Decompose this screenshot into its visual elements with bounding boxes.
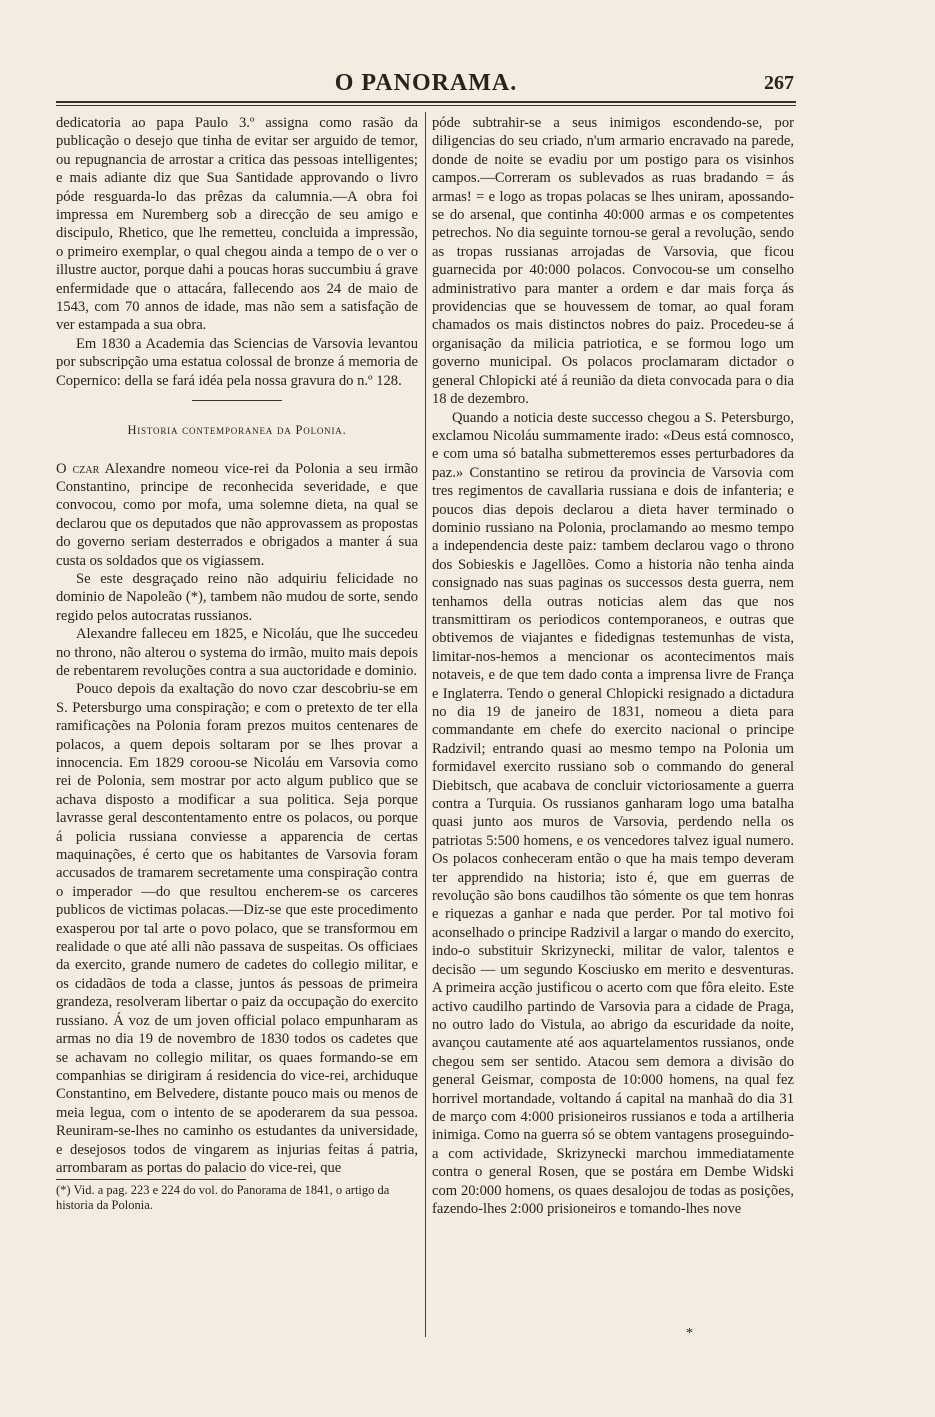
section-divider: [192, 400, 282, 401]
column-divider: [425, 112, 426, 1337]
right-column: [432, 114, 794, 1218]
paragraph: Em 1830 a Academia das Sciencias de Varsovia levantou por subscripção uma estatua colossal de bronze á memoria de Copernico: della se fará idéa pela nossa gravura do n.º 128.: [56, 335, 418, 389]
header-rule-thin: [56, 105, 796, 106]
signature-mark: *: [686, 1326, 693, 1341]
paragraph: [56, 460, 418, 570]
footnote: (*) Vid. a pag. 223 e 224 do vol. do Panorama de 1841, o artigo da historia da Polonia.: [56, 1183, 390, 1213]
header-rule: [56, 101, 796, 103]
section-title: Historia contemporanea da Polonia.: [127, 423, 347, 438]
footnote-rule: [56, 1179, 246, 1180]
paragraph-body: Alexandre nomeou vice-rei da Polonia a seu irmão Constantino, principe de reconhecida severidade, e que convocou, como por mofa, uma solemne dieta, na qual se declarou que os deputados que não approvassem as propostas do governo seriam desterrados e obrigados a manter á sua custa os soldados que os vigiassem.: [56, 460, 418, 569]
paragraph: póde subtrahir-se a seus inimigos escondendo-se, por diligencias do seu criado, n'um armario encravado na parede, donde de noite se evadiu por um postigo para os visinhos campos.—Correram os sublevados as ruas bradando = ás armas! = e logo as tropas polacas se lhes uniram, apossando-se do arsenal, que continha 40:000 armas e os competentes petrechos. No dia seguinte tornou-se geral a revolução, sendo as tropas russianas arrojadas de Varsovia, que ficou guarnecida por 40:000 polacos. Convocou-se um conselho administrativo para manter a ordem e dar mais força ás providencias que se houvessem de tomar, ao qual foram chamados os mais distinctos nobres do paiz. Procedeu-se á organisação da milicia patriotica, e se formou logo um governo municipal. Os polacos proclamaram dictador o general Chlopicki até á reunião da dieta convocada para o dia 18 de dezembro.: [432, 115, 794, 408]
page-header: [56, 70, 796, 102]
masthead-title: O PANORAMA.: [334, 70, 518, 96]
lead-words: O czar: [56, 460, 100, 477]
paragraph: Alexandre falleceu em 1825, e Nicoláu, que lhe succedeu no throno, não alterou o systema do irmão, muito mais depois de rebentarem revoluções contra a sua auctoridade e dominio.: [56, 626, 418, 679]
paragraph: dedicatoria ao papa Paulo 3.º assigna como rasão da publicação o desejo que tinha de evitar ser arguido de temor, ou repugnancia de arrostar a critica das pessoas intelligentes; e mais adiante diz que Sua Santidade approvando o livro póde resguarda-lo das prêzas da calumnia.—A obra foi impressa em Nuremberg sob a direcção de seu amigo e discipulo, Rhetico, que lhe remetteu, concluida a impressão, o primeiro exemplar, o qual chegou ainda a tempo de o ver o illustre auctor, porque dahi a poucas horas succumbiu á grave enfermidade que o attacára, fallecendo aos 24 de maio de 1543, com 70 annos de idade, mas não sem a satisfação de ver estampada a sua obra.: [56, 115, 418, 334]
paragraph: Se este desgraçado reino não adquiriu felicidade no dominio de Napoleão (*), tambem não mudou de sorte, sendo regido pelos autocratas russianos.: [56, 570, 418, 624]
page-number: 267: [764, 72, 794, 94]
left-column: [56, 114, 418, 1213]
paragraph: Quando a noticia deste successo chegou a S. Petersburgo, exclamou Nicoláu summamente irado: «Deus está comnosco, e com uma só batalha submetteremos esses perturbadores da paz.» Constantino se retirou da provincia de Varsovia com tres regimentos de cavallaria russiana e dois de infanteria; e poucos dias depois declarou a dieta haver terminado o dominio russiano na Polonia, proclamando ao mesmo tempo a independencia deste paiz: tambem declarou vago o throno dos Sobieskis e Jagellões. Como a historia não tenha ainda consignado nas suas paginas os successos desta guerra, nem tenhamos della outras noticias alem das que nos transmittiram os periodicos contemporaneos, e outras que obtivemos de viajantes e fidedignas testemunhas de vista, limitar-nos-hemos a mencionar os acontecimentos mais notaveis, e de que tem dado conta a imprensa livre de França e Inglaterra. Tendo o general Chlopicki resignado a dictadura no dia 19 de janeiro de 1831, nomeou a dieta para commandante em chefe do exercito nacional o principe Radzivil; entrando quasi ao mesmo tempo na Polonia um formidavel exercito russiano sob o commando do general Diebitsch, que acabava de concluir victoriosamente a guerra contra a Turquia. Os russianos ganharam logo uma batalha quasi junto aos muros de Varsovia, perdendo nella os patriotas 5:500 homens, e os vencedores talvez igual numero. Os polacos conheceram então o que ha mais tempo deveram ter apprendido na historia; isto é, que em guerras de revolução são bons caudilhos tão sómente os que tem honras e riquezas a ganhar e nada que perder. Por tal motivo foi aconselhado o principe Radzivil a largar o mando do exercito, indo-o substituir Skrizynecki, militar de valor, talentos e decisão — um segundo Kosciusko em merito e desventuras. A primeira acção justificou o acerto com que fôra eleito. Este activo caudilho partindo de Varsovia para a cidade de Praga, no outro lado do Vistula, ao abrigo da escuridade da noite, avançou cautamente até aos aquartelamentos russianos, onde chegou sem ser sentido. Atacou sem demora a divisão do general Geismar, composta de 10:000 homens, na qual fez horrivel mortandade, voltando á capital na manhaã do dia 31 de março com 4:000 prisioneiros russianos e toda a artilheria inimiga. Como na guerra só se obtem vantagens proseguindo-a com actividade, Skrizynecki marchou immediatamente contra o general Rosen, que se postára em Dembe Widski com 20:000 homens, os quaes desalojou de todas as posições, fazendo-lhes 2:000 prisioneiros e tomando-lhes nove: [432, 409, 795, 1217]
paragraph: Pouco depois da exaltação do novo czar descobriu-se em S. Petersburgo uma conspiração; e com o pretexto de ter ella ramificações na Polonia foram prezos muitos centenares de polacos, a quem depois soltaram por se lhes provar a innocencia. Em 1829 coroou-se Nicoláu em Varsovia como rei de Polonia, sem mostrar por acto algum publico que se achava disposto a modificar a sua politica. Seja porque lavrasse geral descontentamento entre os polacos, ou porque á policia russiana conviesse a apparencia de certas maquinações, é certo que os habitantes de Varsovia foram accusados de tramarem secretamente uma conspiração contra o imperador —do que resultou encherem-se os carceres publicos de victimas polacas.—Diz-se que este procedimento exasperou por tal arte o povo polaco, que se transformou em realidade o que até alli não passava de suspeitas. Os officiaes da exercito, grande numero de cadetes do collegio militar, e os cidadãos de toda a classe, juntos ás pessoas de primeira grandeza, resolveram libertar o paiz da occupação do exercito russiano. Á voz de um joven official polaco empunharam as armas no dia 19 de novembro de 1830 todos os cadetes que se achavam no collegio militar, os quaes formando-se em companhias se dirigiram á residencia do vice-rei, archiduque Constantino, em Belvedere, distante pouco mais ou menos de meia legua, com o intento de se apoderarem da sua pessoa. Reuniram-se-lhes no caminho os estudantes da universidade, e desejosos todos de vingarem as injurias feitas á patria, arrombaram as portas do palacio do vice-rei, que: [56, 681, 418, 1176]
